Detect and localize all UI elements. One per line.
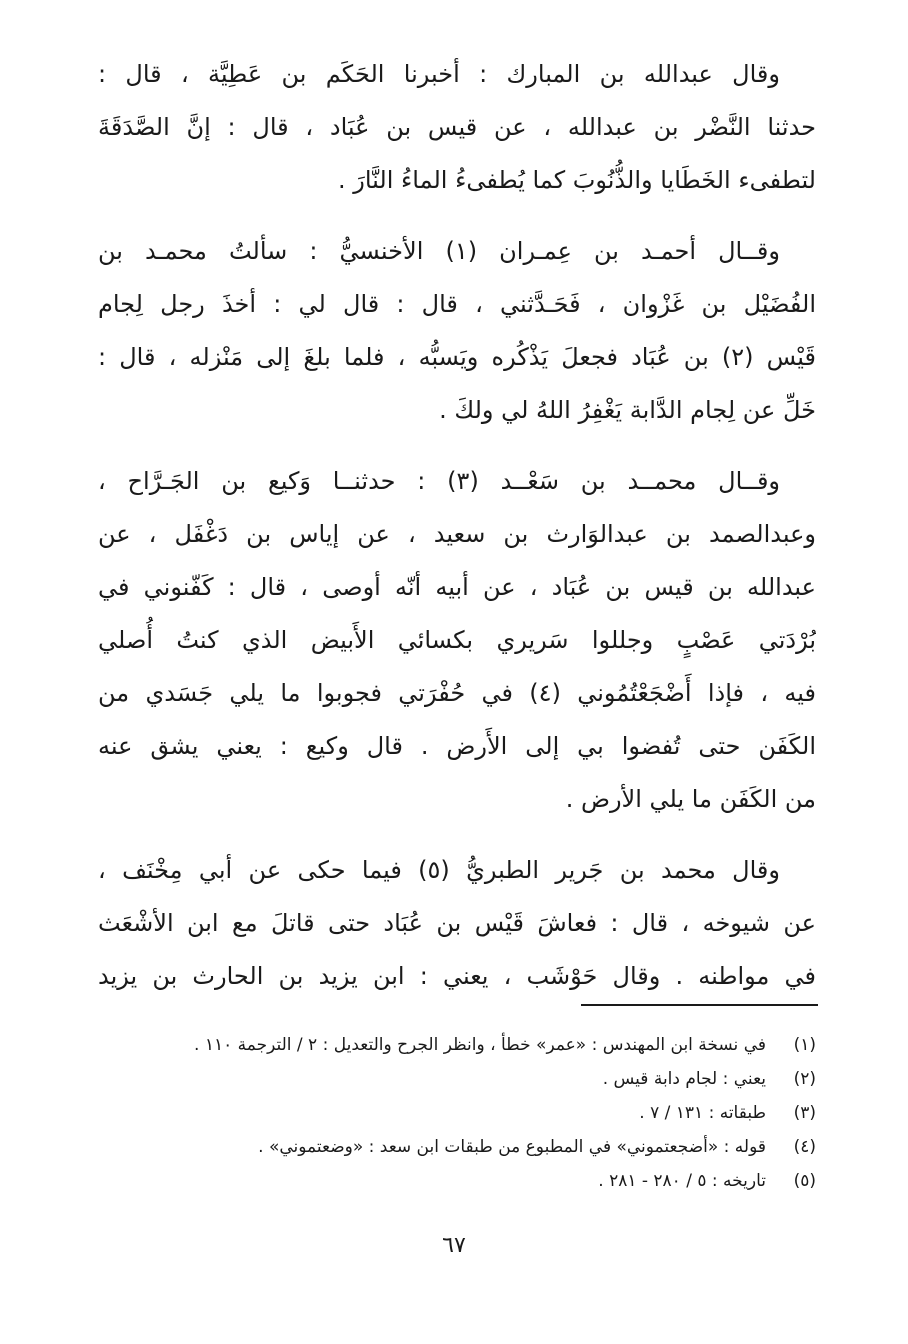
- text-line: فيه ، فإذا أَضْجَعْتُمُوني (٤) في حُفْرَتي فجوبوا ما يلي جَسَدي من: [98, 679, 816, 707]
- main-text: [98, 48, 816, 1021]
- text-line: عن شيوخه ، قال : فعاشَ قَيْس بن عُبَاد حتى قاتلَ مع ابن الأشْعَث: [98, 909, 816, 937]
- text-line: الكَفَن حتى تُفضوا بي إلى الأَرض . قال وكيع : يعني يشق عنه: [98, 732, 816, 760]
- footnote: [120, 1096, 816, 1130]
- text-line: وقال عبدالله بن المبارك : أخبرنا الحَكَم بن عَطِيَّة ، قال :: [98, 60, 780, 88]
- footnote-divider: [581, 1004, 818, 1006]
- footnote: [120, 1164, 816, 1198]
- footnote-text: قوله : «أضجعتموني» في المطبوع من طبقات ابن سعد : «وضعتموني» .: [258, 1137, 766, 1157]
- text-line: لتطفىء الخَطَايا والذُّنُوبَ كما يُطفىءُ الماءُ النَّارَ .: [338, 166, 816, 194]
- text-line: عبدالله بن قيس بن عُبَاد ، عن أبيه أنّه أوصى ، قال : كَفّنوني في: [98, 573, 816, 601]
- footnote: [120, 1062, 816, 1096]
- paragraph: [98, 225, 816, 437]
- text-line: من الكَفَن ما يلي الأرض .: [565, 785, 816, 813]
- footnotes: [120, 1028, 816, 1198]
- text-line: وعبدالصمد بن عبدالوَارث بن سعيد ، عن إياس بن دَغْفَل ، عن: [98, 520, 816, 548]
- text-line: حدثنا النَّضْر بن عبدالله ، عن قيس بن عُبَاد ، قال : إنَّ الصَّدَقَةَ: [98, 113, 816, 141]
- text-line: وقال محمد بن جَرير الطبريُّ (٥) فيما حكى عن أبي مِخْنَف ،: [98, 856, 780, 884]
- text-line: وقــال أحمـد بن عِمـران (١) الأخنسيُّ : سألتُ محمـد بن: [98, 237, 780, 265]
- footnote: [120, 1130, 816, 1164]
- footnote-text: يعني : لجام دابة قيس .: [602, 1069, 766, 1089]
- page-number: ٦٧: [442, 1233, 466, 1258]
- text-line: في مواطنه . وقال حَوْشَب ، يعني : ابن يزيد بن الحارث بن يزيد: [98, 962, 816, 990]
- text-line: وقــال محمــد بن سَعْــد (٣) : حدثنــا وَكيع بن الجَـرَّاح ،: [98, 467, 781, 495]
- footnote-text: تاريخه : ٥ / ٢٨٠ - ٢٨١ .: [598, 1171, 766, 1191]
- footnote-text: طبقاته : ١٣١ / ٧ .: [639, 1103, 766, 1123]
- footnote: [120, 1028, 816, 1062]
- footnote-number: (٥): [793, 1171, 816, 1191]
- footnote-text: في نسخة ابن المهندس : «عمر» خطأ ، وانظر الجرح والتعديل : ٢ / الترجمة ١١٠ .: [194, 1035, 766, 1055]
- text-line: الفُضَيْل بن غَزْوان ، فَحَـدَّثني ، قال : قال لي : أخذَ رجل لِجام: [98, 290, 816, 318]
- footnote-number: (٣): [793, 1103, 816, 1123]
- paragraph: [98, 844, 816, 1003]
- paragraph: [98, 455, 816, 826]
- footnote-number: (٢): [793, 1069, 816, 1089]
- text-line: خَلِّ عن لِجام الدَّابة يَغْفِرُ اللهُ لي ولكَ .: [439, 396, 816, 424]
- text-line: قَيْس (٢) بن عُبَاد فجعلَ يَذْكُره ويَسبُّه ، فلما بلغَ إلى مَنْزله ، قال :: [98, 343, 816, 371]
- text-line: بُرْدَتي عَصْبٍ وجللوا سَريري بكسائي الأَبيض الذي كنتُ أُصلي: [98, 626, 816, 654]
- footnote-number: (٤): [793, 1137, 816, 1157]
- footnote-number: (١): [793, 1035, 816, 1055]
- paragraph: [98, 48, 816, 207]
